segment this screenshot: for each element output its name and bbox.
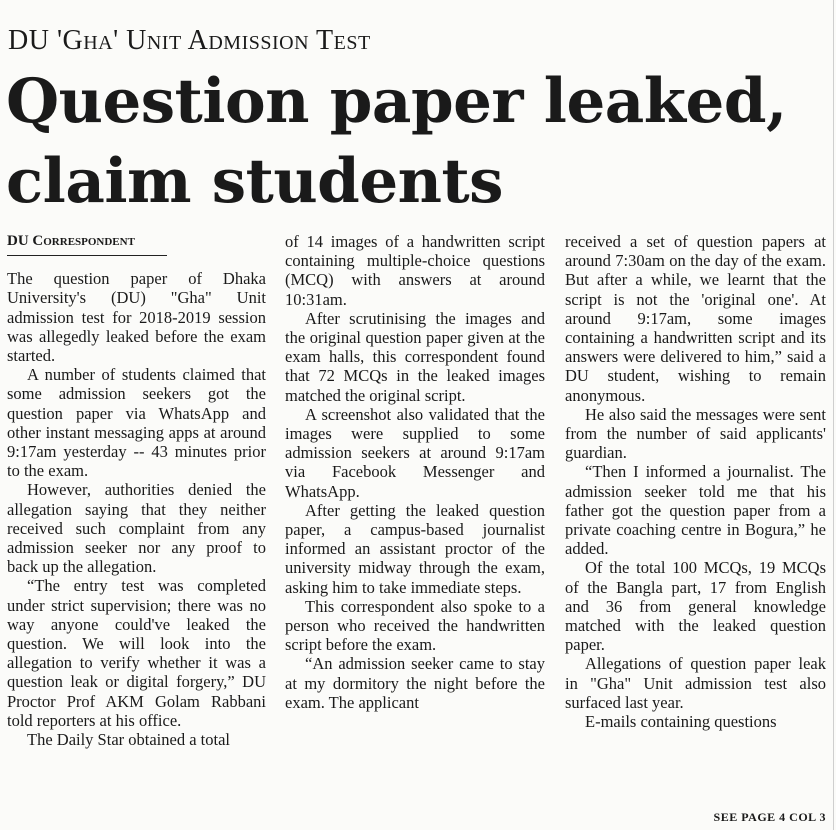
article-column-2	[285, 232, 545, 810]
byline: DU Correspondent	[7, 232, 167, 256]
paragraph: “Then I informed a journalist. The admission seeker told me that his father got the question paper from a private coaching centre in Bogura,” he added.	[565, 462, 826, 559]
headline-line-2: claim students	[6, 146, 503, 217]
paragraph: Of the total 100 MCQs, 19 MCQs of the Bangla part, 17 from English and 36 from general knowledge matched with the leaked question paper.	[565, 558, 826, 655]
paragraph: Allegations of question paper leak in "Gha" Unit admission test also surfaced last year.	[565, 654, 826, 712]
kicker: DU 'Gha' Unit Admission Test	[8, 25, 371, 56]
paragraph: received a set of question papers at around 7:30am on the day of the exam. But after a while, we learnt that the script is not the 'original one'. At around 9:17am, some images containing a handwritten script and its answers were delivered to him,” said a DU student, wishing to remain anonymous.	[565, 232, 826, 405]
paragraph: He also said the messages were sent from the number of said applicants' guardian.	[565, 404, 826, 463]
paragraph: The Daily Star obtained a total	[27, 730, 230, 750]
article-column-3	[565, 232, 826, 810]
paragraph: This correspondent also spoke to a person who received the handwritten script before the exam.	[285, 596, 545, 655]
paragraph: The question paper of Dhaka University's (DU) "Gha" Unit admission test for 2018-2019 session was allegedly leaked before the exam started.	[7, 269, 266, 366]
headline	[6, 62, 832, 222]
paragraph: However, authorities denied the allegation saying that they neither received such complaint from any admission seeker nor any proof to back up the allegation.	[7, 480, 266, 577]
continued-jump-line: SEE PAGE 4 COL 3	[713, 810, 826, 824]
paragraph: E-mails containing questions	[585, 712, 777, 732]
headline-line-1: Question paper leaked,	[6, 66, 787, 137]
paragraph: After scrutinising the images and the original question paper given at the exam halls, this correspondent found that 72 MCQs in the leaked images matched the original script.	[285, 308, 545, 405]
paragraph: “An admission seeker came to stay at my dormitory the night before the exam. The applicant	[285, 654, 545, 712]
column-rule	[833, 0, 834, 830]
paragraph: “The entry test was completed under strict supervision; there was no way anyone could've leaked the question. We will look into the allegation to verify whether it was a question leak or digital forgery,” DU Proctor Prof AKM Golam Rabbani told reporters at his office.	[7, 576, 266, 730]
paragraph: A screenshot also validated that the images were supplied to some admission seekers at around 9:17am via Facebook Messenger and WhatsApp.	[285, 404, 545, 501]
paragraph: A number of students claimed that some admission seekers got the question paper via WhatsApp and other instant messaging apps at around 9:17am yesterday -- 43 minutes prior to the exam.	[7, 365, 266, 481]
paragraph: of 14 images of a handwritten script containing multiple-choice questions (MCQ) with answers at around 10:31am.	[285, 232, 545, 309]
paragraph: After getting the leaked question paper, a campus-based journalist informed an assistant proctor of the university midway through the exam, asking him to take immediate steps.	[285, 500, 545, 597]
article-column-1	[7, 232, 266, 810]
